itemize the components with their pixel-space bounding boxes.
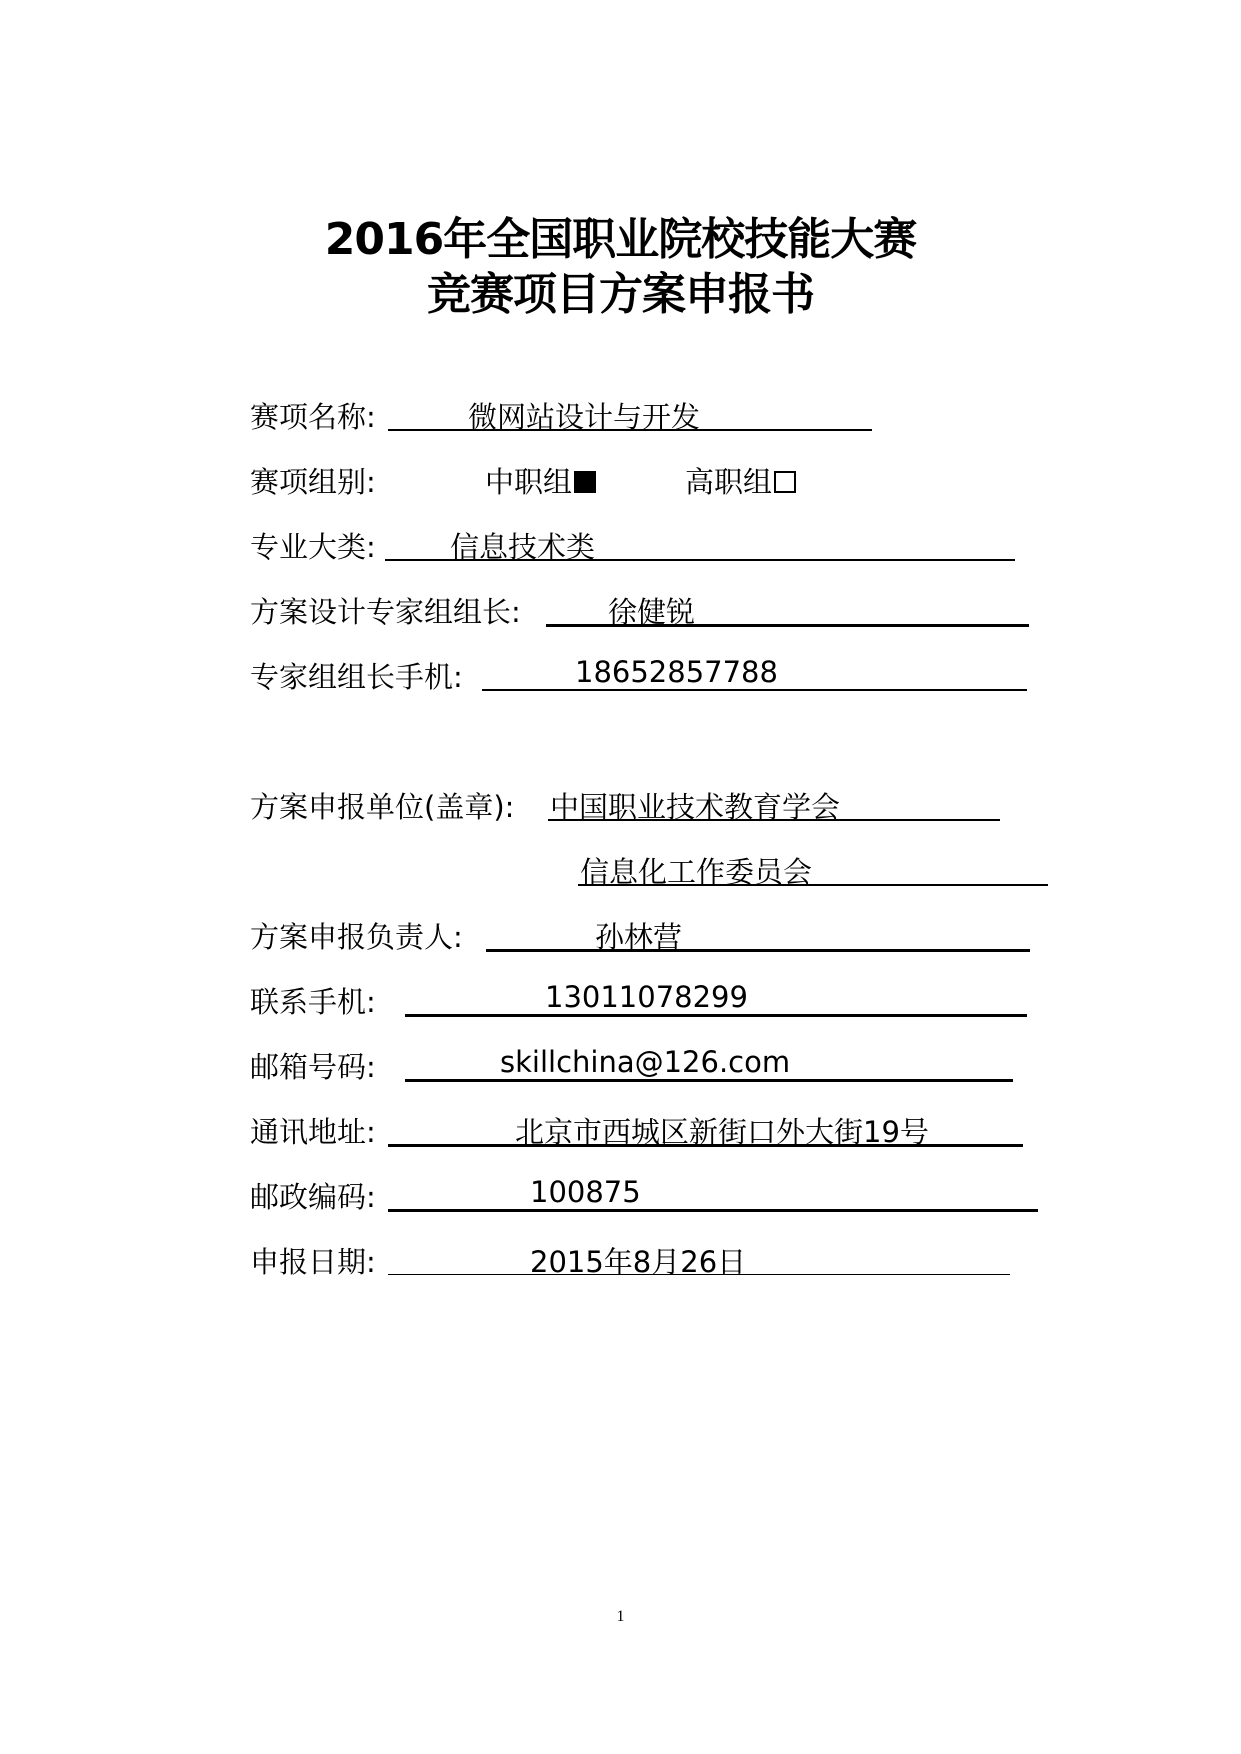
group-option-higher[interactable] bbox=[685, 460, 796, 501]
applicant-unit-value-line1: 中国职业技术教育学会 bbox=[550, 790, 841, 824]
postal-code-underline bbox=[388, 1175, 1038, 1212]
major-category-value: 信息技术类 bbox=[450, 530, 596, 564]
address-label: 通讯地址: bbox=[250, 1115, 376, 1149]
responsible-person-underline bbox=[486, 915, 1030, 952]
major-category-label: 专业大类: bbox=[250, 530, 376, 564]
contact-phone-value: 13011078299 bbox=[545, 980, 748, 1014]
document-title-line1: 2016年全国职业院校技能大赛 bbox=[324, 214, 917, 265]
field-applicant-unit bbox=[250, 785, 1050, 825]
document-title-line2: 竞赛项目方案申报书 bbox=[427, 269, 814, 320]
field-leader-phone bbox=[250, 655, 1040, 695]
date-label: 申报日期: bbox=[250, 1245, 376, 1279]
postal-code-value: 100875 bbox=[530, 1175, 641, 1209]
event-name-value: 微网站设计与开发 bbox=[468, 400, 701, 434]
applicant-unit-value-line2: 信息化工作委员会 bbox=[580, 855, 813, 889]
page-number: 1 bbox=[616, 1608, 625, 1625]
field-event-name bbox=[250, 395, 950, 435]
group-option-secondary[interactable] bbox=[485, 460, 596, 501]
field-contact-phone bbox=[250, 980, 1050, 1020]
checked-box-icon[interactable] bbox=[574, 471, 596, 493]
group-option-secondary-label: 中职组 bbox=[485, 465, 573, 499]
field-expert-leader bbox=[250, 590, 1040, 630]
unchecked-box-icon[interactable] bbox=[774, 471, 796, 493]
address-value: 北京市西城区新街口外大街19号 bbox=[515, 1115, 929, 1149]
field-email bbox=[250, 1045, 1050, 1085]
expert-leader-value: 徐健锐 bbox=[608, 595, 696, 629]
event-name-label: 赛项名称: bbox=[250, 400, 376, 434]
responsible-person-label: 方案申报负责人: bbox=[250, 920, 463, 954]
field-responsible-person bbox=[250, 915, 1050, 955]
email-label: 邮箱号码: bbox=[250, 1050, 376, 1084]
email-value: skillchina@126.com bbox=[500, 1045, 791, 1079]
postal-code-label: 邮政编码: bbox=[250, 1180, 376, 1214]
field-date bbox=[250, 1240, 1050, 1280]
group-option-higher-label: 高职组 bbox=[685, 465, 773, 499]
date-value: 2015年8月26日 bbox=[530, 1245, 747, 1279]
leader-phone-label: 专家组组长手机: bbox=[250, 660, 463, 694]
field-major-category bbox=[250, 525, 1030, 565]
event-group-label: 赛项组别: bbox=[250, 465, 376, 499]
responsible-person-value: 孙林营 bbox=[595, 920, 683, 954]
contact-phone-label: 联系手机: bbox=[250, 985, 376, 1019]
field-address bbox=[250, 1110, 1050, 1150]
leader-phone-value: 18652857788 bbox=[575, 655, 778, 689]
expert-leader-label: 方案设计专家组组长: bbox=[250, 595, 521, 629]
applicant-unit-label: 方案申报单位(盖章): bbox=[250, 790, 515, 824]
field-applicant-unit-cont bbox=[250, 850, 1050, 890]
field-event-group bbox=[250, 460, 950, 500]
field-postal-code bbox=[250, 1175, 1050, 1215]
